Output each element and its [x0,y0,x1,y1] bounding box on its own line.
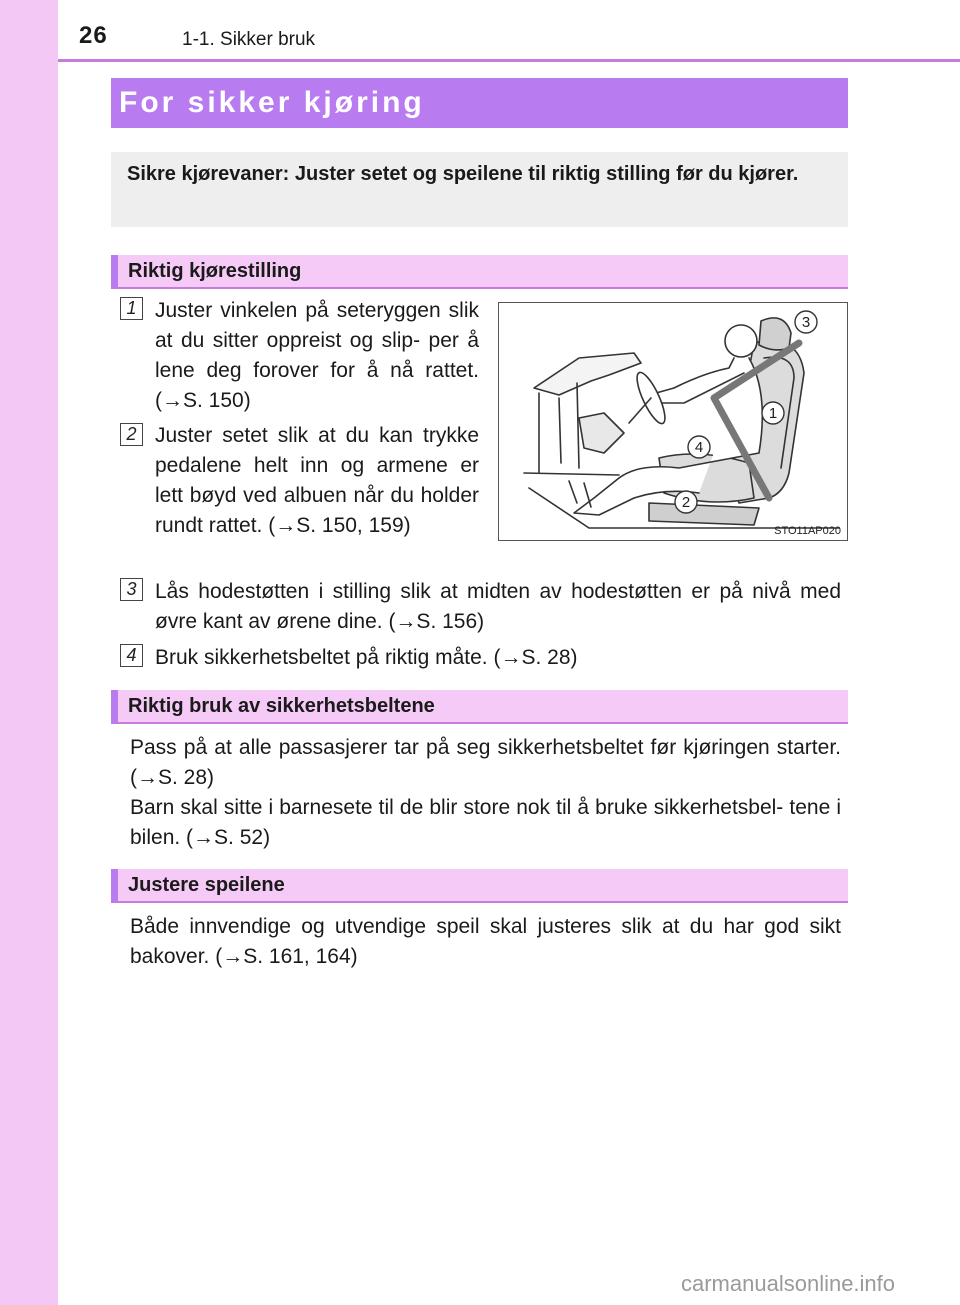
subheading-mirrors: Justere speilene [111,869,848,903]
running-header: 1-1. Sikker bruk [182,29,316,50]
item-marker-4: 4 [120,644,143,667]
item-text-4: Bruk sikkerhetsbeltet på riktig måte. (→S. 28) [155,646,578,669]
figure-code: STO11AP020 [774,525,841,537]
mirrors-paragraph: Både innvendige og utvendige speil skal justeres slik at du har god sikt bakover. (→S. 161, 164) [130,915,841,968]
page-number: 26 [79,22,108,49]
intro-box: Sikre kjørevaner: Juster setet og speilene til riktig stilling før du kjører. [111,152,848,227]
seat-diagram [499,303,847,540]
watermark: carmanualsonline.info [681,1271,896,1296]
item-marker-2: 2 [120,423,143,446]
header-divider [58,59,960,62]
item-text-2: Juster setet slik at du kan trykke pedalene helt inn og armene er lett bøyd ved albuen når du holder rundt rattet. (→S. 150, 159) [155,424,479,537]
item-text-1: Juster vinkelen på seteryggen slik at du sitter oppreist og slip- per å lene deg forover for å nå rattet. (→S. 150) [155,299,479,412]
callout-1: 1 [768,405,778,422]
section-title-banner: For sikker kjøring [111,78,848,128]
subheading-seatbelt-use: Riktig bruk av sikkerhetsbeltene [111,690,848,724]
item-marker-3: 3 [120,578,143,601]
subheading-driving-position: Riktig kjørestilling [111,255,848,289]
seatbelt-paragraph-2: Barn skal sitte i barnesete til de blir store nok til å bruke sikkerhetsbel- tene i bilen. (→S. 52) [130,796,841,849]
item-text-3: Lås hodestøtten i stilling slik at midten av hodestøtten er på nivå med øvre kant av ørene dine. (→S. 156) [155,580,841,633]
callout-3: 3 [801,314,811,331]
callout-4: 4 [694,439,704,456]
item-marker-1: 1 [120,297,143,320]
driving-position-illustration [498,302,848,541]
seatbelt-paragraph-1: Pass på at alle passasjerer tar på seg sikkerhetsbeltet før kjøringen starter. (→S. 28) [130,736,841,789]
page-side-strip [0,0,58,1305]
callout-2: 2 [681,494,691,511]
